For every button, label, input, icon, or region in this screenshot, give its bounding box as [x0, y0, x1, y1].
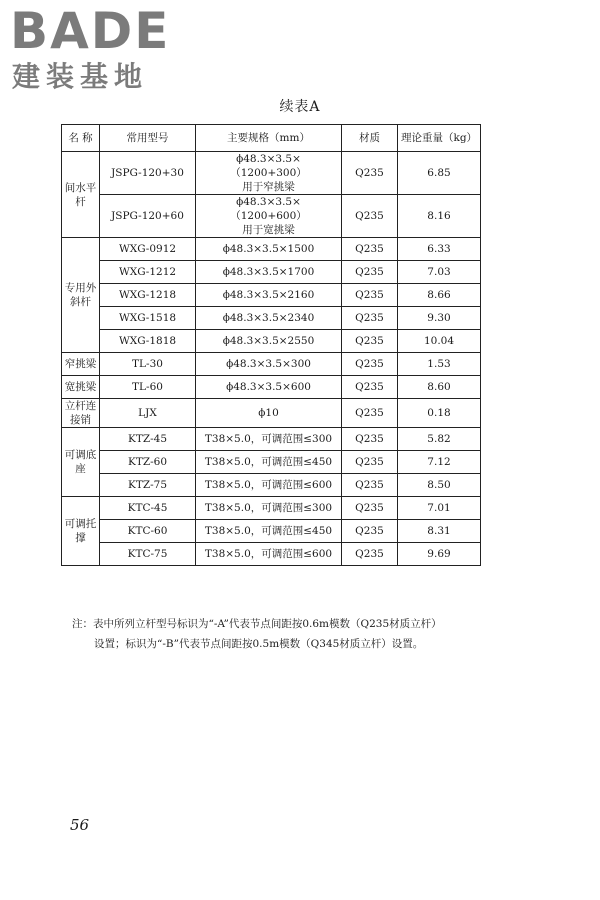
table-row	[62, 520, 481, 543]
group-name: 间水平杆	[62, 152, 100, 238]
page-number: 56	[70, 816, 90, 834]
cell-material: Q235	[342, 428, 398, 451]
spec-line-2: 用于窄挑梁	[242, 181, 295, 193]
cell-material: Q235	[342, 152, 398, 195]
header-material: 材质	[342, 125, 398, 152]
cell-model: KTC-75	[100, 543, 196, 566]
cell-spec: T38×5.0，可调范围≤450	[196, 520, 342, 543]
spec-table	[61, 124, 481, 566]
cell-material: Q235	[342, 451, 398, 474]
cell-spec: ϕ10	[196, 399, 342, 428]
header-weight: 理论重量（kg）	[398, 125, 481, 152]
cell-spec: ϕ48.3×3.5×1500	[196, 238, 342, 261]
note-line-2: 设置；标识为“-B”代表节点间距按0.5m模数（Q345材质立杆）设置。	[94, 638, 424, 650]
cell-model: KTZ-75	[100, 474, 196, 497]
cell-spec: ϕ48.3×3.5×2550	[196, 330, 342, 353]
cell-model: WXG-1518	[100, 307, 196, 330]
cell-weight: 8.16	[398, 195, 481, 238]
cell-weight: 6.33	[398, 238, 481, 261]
cell-weight: 8.60	[398, 376, 481, 399]
spec-line-1: ϕ48.3×3.5×（1200+600）	[230, 196, 307, 222]
cell-model: KTC-60	[100, 520, 196, 543]
cell-model: KTZ-60	[100, 451, 196, 474]
cell-material: Q235	[342, 307, 398, 330]
cell-material: Q235	[342, 353, 398, 376]
cell-model: JSPG-120+60	[100, 195, 196, 238]
table-row	[62, 261, 481, 284]
cell-spec: T38×5.0，可调范围≤600	[196, 543, 342, 566]
group-name: 宽挑梁	[62, 376, 100, 399]
cell-model: LJX	[100, 399, 196, 428]
cell-model: TL-60	[100, 376, 196, 399]
cell-model: WXG-1818	[100, 330, 196, 353]
logo-subtitle: 建装基地	[12, 60, 149, 93]
table-row	[62, 238, 481, 261]
cell-spec: T38×5.0，可调范围≤300	[196, 497, 342, 520]
cell-spec: ϕ48.3×3.5×2340	[196, 307, 342, 330]
table-row	[62, 307, 481, 330]
group-name: 立杆连接销	[62, 399, 100, 428]
cell-material: Q235	[342, 330, 398, 353]
cell-spec: ϕ48.3×3.5×1700	[196, 261, 342, 284]
header-name: 名 称	[62, 125, 100, 152]
cell-model: KTZ-45	[100, 428, 196, 451]
cell-model: JSPG-120+30	[100, 152, 196, 195]
cell-model: WXG-0912	[100, 238, 196, 261]
table-row	[62, 474, 481, 497]
cell-weight: 8.31	[398, 520, 481, 543]
cell-weight: 0.18	[398, 399, 481, 428]
cell-material: Q235	[342, 474, 398, 497]
cell-model: TL-30	[100, 353, 196, 376]
cell-weight: 1.53	[398, 353, 481, 376]
spec-line-2: 用于宽挑梁	[242, 224, 295, 236]
table-note	[72, 614, 492, 654]
group-name: 专用外斜杆	[62, 238, 100, 353]
header-spec: 主要规格（mm）	[196, 125, 342, 152]
cell-spec: T38×5.0，可调范围≤600	[196, 474, 342, 497]
table-row	[62, 497, 481, 520]
table-row	[62, 451, 481, 474]
cell-material: Q235	[342, 195, 398, 238]
cell-weight: 8.50	[398, 474, 481, 497]
cell-material: Q235	[342, 261, 398, 284]
group-name: 可调托撑	[62, 497, 100, 566]
table-row	[62, 353, 481, 376]
cell-model: WXG-1218	[100, 284, 196, 307]
table-row	[62, 152, 481, 195]
cell-spec	[196, 152, 342, 195]
cell-model: WXG-1212	[100, 261, 196, 284]
cell-material: Q235	[342, 497, 398, 520]
table-row	[62, 195, 481, 238]
cell-weight: 7.01	[398, 497, 481, 520]
cell-spec	[196, 195, 342, 238]
table-row	[62, 376, 481, 399]
cell-weight: 7.12	[398, 451, 481, 474]
cell-weight: 9.30	[398, 307, 481, 330]
cell-weight: 8.66	[398, 284, 481, 307]
cell-material: Q235	[342, 543, 398, 566]
table-row	[62, 330, 481, 353]
cell-spec: ϕ48.3×3.5×600	[196, 376, 342, 399]
logo-wordmark: BADE	[10, 2, 171, 60]
cell-material: Q235	[342, 284, 398, 307]
table-header-row	[62, 125, 481, 152]
bade-logo	[10, 2, 180, 96]
header-model: 常用型号	[100, 125, 196, 152]
cell-material: Q235	[342, 520, 398, 543]
cell-weight: 10.04	[398, 330, 481, 353]
group-name: 可调底座	[62, 428, 100, 497]
table-title: 续表A	[279, 99, 321, 115]
spec-line-1: ϕ48.3×3.5×（1200+300）	[230, 153, 307, 179]
table-row	[62, 284, 481, 307]
cell-spec: T38×5.0，可调范围≤300	[196, 428, 342, 451]
cell-weight: 9.69	[398, 543, 481, 566]
cell-spec: ϕ48.3×3.5×300	[196, 353, 342, 376]
cell-weight: 5.82	[398, 428, 481, 451]
cell-material: Q235	[342, 376, 398, 399]
cell-weight: 6.85	[398, 152, 481, 195]
cell-material: Q235	[342, 399, 398, 428]
table-row	[62, 399, 481, 428]
cell-weight: 7.03	[398, 261, 481, 284]
cell-material: Q235	[342, 238, 398, 261]
cell-model: KTC-45	[100, 497, 196, 520]
table-row	[62, 428, 481, 451]
table-row	[62, 543, 481, 566]
cell-spec: T38×5.0，可调范围≤450	[196, 451, 342, 474]
note-line-1: 注：表中所列立杆型号标识为“-A”代表节点间距按0.6m模数（Q235材质立杆）	[72, 618, 442, 630]
group-name: 窄挑梁	[62, 353, 100, 376]
cell-spec: ϕ48.3×3.5×2160	[196, 284, 342, 307]
